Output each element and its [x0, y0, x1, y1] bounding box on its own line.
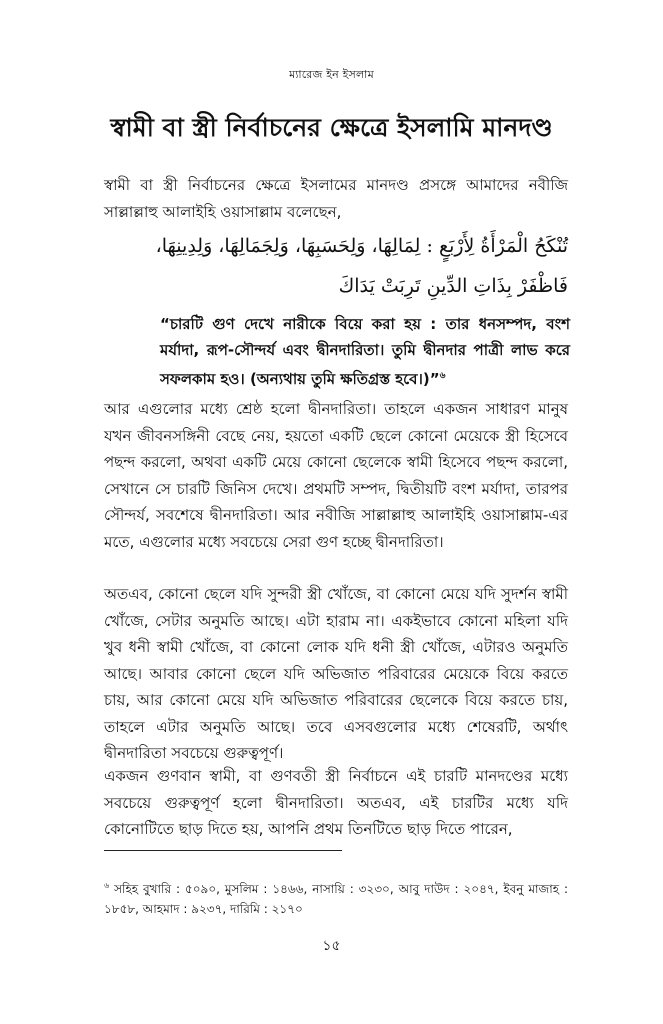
hadith-translation — [160, 311, 570, 392]
footnote-text: সহিহ বুখারি : ৫০৯০, মুসলিম : ১৪৬৬, নাসায়ি : ৩২৩০, আবু দাউদ : ২০৪৭, ইবনু মাজাহ : ১৮৫৮, আহমাদ : ৯২৩৭, দারিমি : ২১৭০ — [104, 882, 568, 916]
body-paragraph-1: আর এগুলোর মধ্যে শ্রেষ্ঠ হলো দ্বীনদারিতা। তাহলে একজন সাধারণ মানুষ যখন জীবনসঙ্গিনী বেছে নেয়, হয়তো একটি ছেলে কোনো মেয়েকে স্ত্রী হিসেবে পছন্দ করলো, অথবা একটি মেয়ে কোনো ছেলেকে স্বামী হিসেবে পছন্দ করলো, সেখানে সে চারটি জিনিস দেখে। প্রথমটি সম্পদ, দ্বিতীয়টি বংশ মর্যাদা, তারপর সৌন্দর্য, সবশেষে দ্বীনদারিতা। আর নবীজি সাল্লাল্লাহু আলাইহি ওয়াসাল্লাম-এর মতে, এগুলোর মধ্যে সবচেয়ে সেরা গুণ হচ্ছে দ্বীনদারিতা। — [104, 400, 568, 551]
footnote-marker: ৬ — [104, 881, 110, 890]
footnote-divider — [104, 850, 342, 851]
footnote-reference: ৬ — [439, 371, 446, 381]
hadith-arabic-text: تُنْكَحُ الْمَرْأَةُ لِأَرْبَعٍ : لِمَالِهَا، وَلِحَسَبِهَا، وَلِجَمَالِهَا، وَلِدِينِهَا، فَاظْفَرْ بِذَاتِ الدِّينِ تَرِبَتْ يَدَاكَ — [155, 235, 568, 297]
footnote — [104, 876, 568, 919]
hadith-translation-text: “চারটি গুণ দেখে নারীকে বিয়ে করা হয় : তার ধনসম্পদ, বংশ মর্যাদা, রূপ-সৌন্দর্য এবং দ্বীনদারিতা। তুমি দ্বীনদার পাত্রী লাভ করে সফলকাম হও। (অন্যথায় তুমি ক্ষতিগ্রস্ত হবে।)” — [160, 315, 570, 388]
body-paragraph-3: একজন গুণবান স্বামী, বা গুণবতী স্ত্রী নির্বাচনে এই চারটি মানদণ্ডের মধ্যে সবচেয়ে গুরুত্বপূর্ণ হলো দ্বীনদারিতা। অতএব, এই চারটির মধ্যে যদি কোনোটিতে ছাড় দিতে হয়, আপনি প্রথম তিনটিতে ছাড় দিতে পারেন, — [104, 767, 568, 838]
intro-paragraph: স্বামী বা স্ত্রী নির্বাচনের ক্ষেত্রে ইসলামের মানদণ্ড প্রসঙ্গে আমাদের নবীজি সাল্লাল্লাহু আলাইহি ওয়াসাল্লাম বলেছেন, — [104, 176, 568, 221]
body-paragraph-2: অতএব, কোনো ছেলে যদি সুন্দরী স্ত্রী খোঁজে, বা কোনো মেয়ে যদি সুদর্শন স্বামী খোঁজে, সেটার অনুমতি আছে। এটা হারাম না। একইভাবে কোনো মহিলা যদি খুব ধনী স্বামী খোঁজে, বা কোনো লোক যদি ধনী স্ত্রী খোঁজে, এটারও অনুমতি আছে। আবার কোনো ছেলে যদি অভিজাত পরিবারের মেয়েকে বিয়ে করতে চায়, আর কোনো মেয়ে যদি অভিজাত পরিবারের ছেলেকে বিয়ে করতে চায়, তাহলে এটার অনুমতি আছে। তবে এসবগুলোর মধ্যে শেষেরটি, অর্থাৎ দ্বীনদারিতা সবচেয়ে গুরুত্বপূর্ণ। — [104, 585, 568, 762]
chapter-title: স্বামী বা স্ত্রী নির্বাচনের ক্ষেত্রে ইসলামি মানদণ্ড — [110, 113, 553, 142]
page-number: ১৫ — [322, 938, 341, 954]
running-head: ম্যারেজ ইন ইসলাম — [289, 68, 374, 81]
